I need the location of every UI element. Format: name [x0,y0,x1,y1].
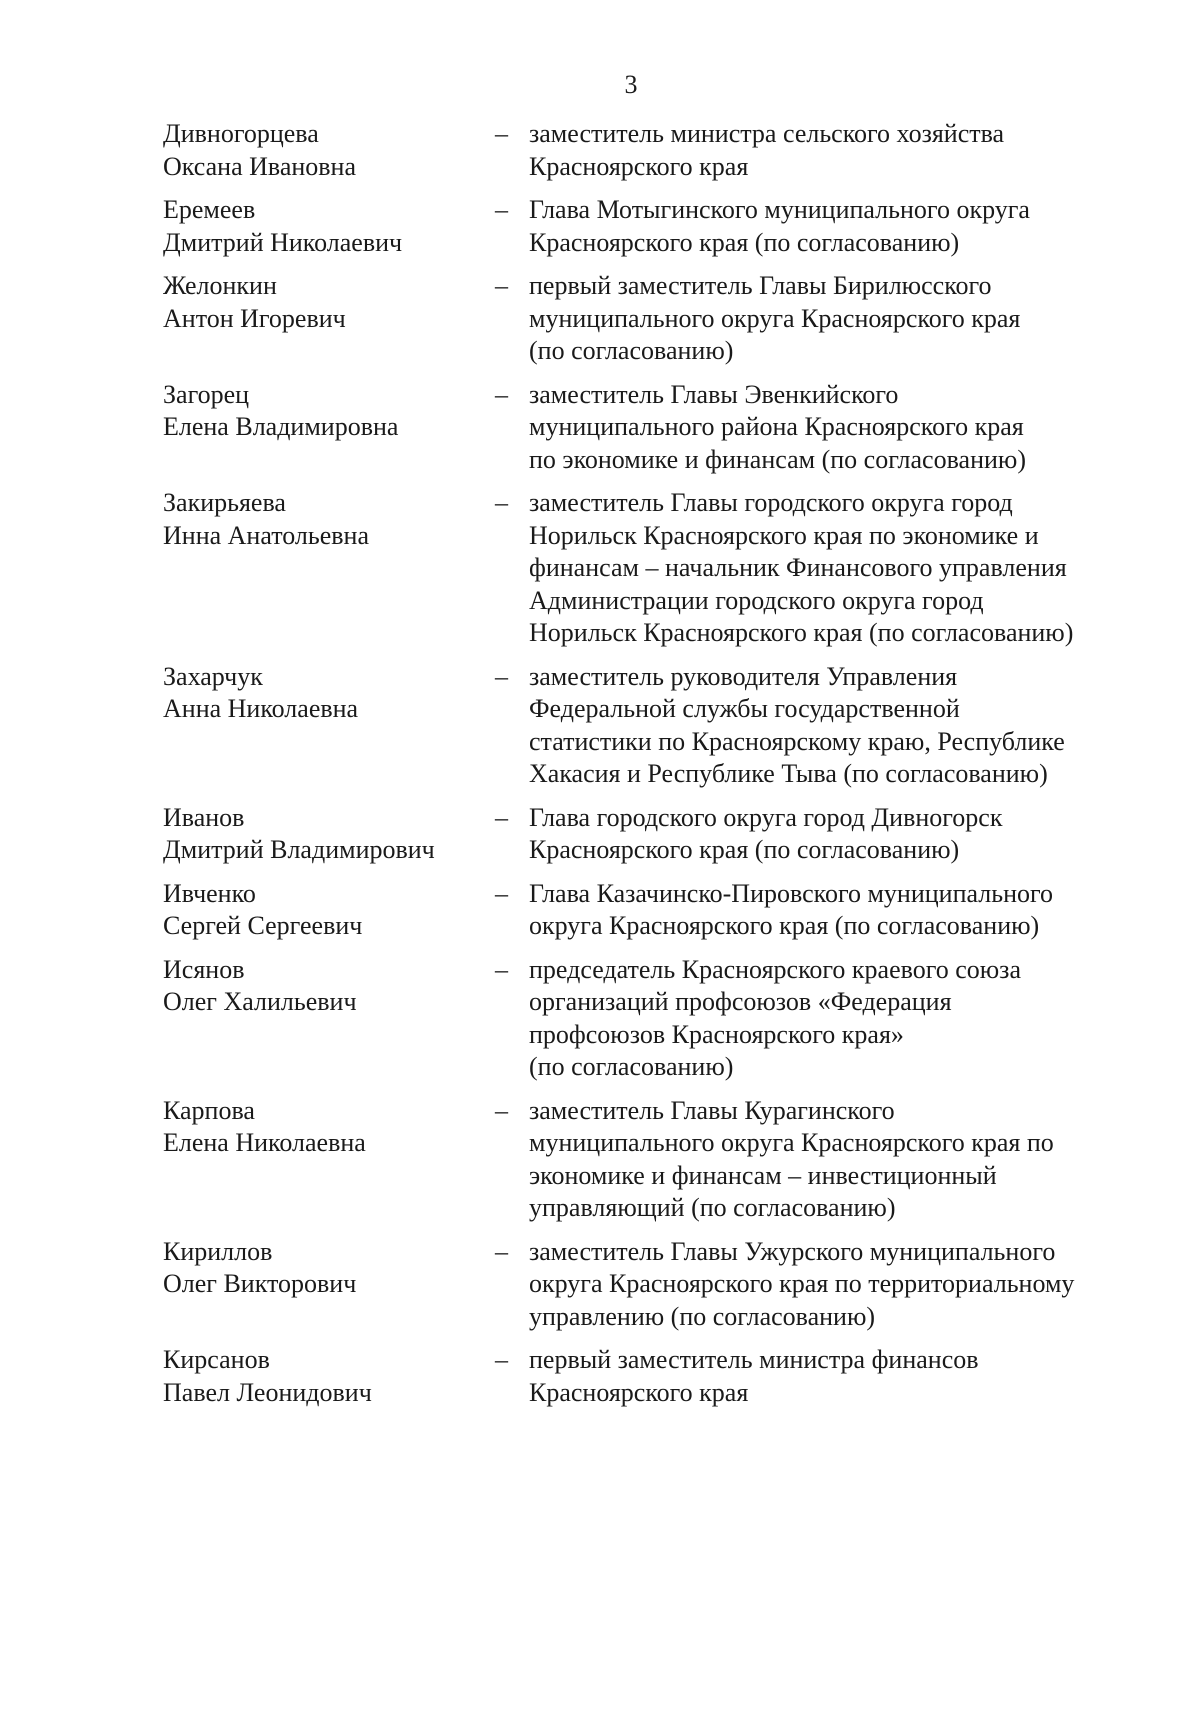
position-line: председатель Красноярского краевого союза [529,954,1021,984]
member-given-names: Анна Николаевна [163,694,359,723]
member-position [529,878,1143,943]
separator-dash: – [495,1095,508,1125]
member-entry [163,118,1143,183]
member-name [163,194,483,259]
member-name [163,878,483,943]
member-given-names: Олег Халильевич [163,987,357,1016]
member-name [163,487,483,552]
position-line: Глава городского округа город Дивногорск [529,802,1003,832]
separator-dash: – [495,661,508,691]
member-name [163,270,483,335]
position-line: Красноярского края (по согласованию) [529,227,960,257]
member-position [529,487,1143,650]
member-surname: Загорец [163,379,250,409]
member-surname: Захарчук [163,661,263,691]
member-entry [163,194,1143,259]
member-position [529,118,1143,183]
position-line: заместитель министра сельского хозяйства [529,119,1005,148]
member-surname: Еремеев [163,195,256,224]
member-position [529,270,1143,368]
member-given-names: Елена Николаевна [163,1128,366,1157]
member-given-names: Сергей Сергеевич [163,911,363,940]
member-surname: Ивченко [163,878,256,908]
member-entry [163,1236,1143,1334]
member-list [163,118,1143,1409]
position-line: Хакасия и Республике Тыва (по согласованию) [529,759,1048,788]
position-line: Норильск Красноярского края (по согласованию) [529,618,1074,647]
position-line: округа Красноярского края по территориальному [529,1269,1075,1298]
position-line: профсоюзов Красноярского края» [529,1019,904,1049]
position-line: муниципального округа Красноярского края по [529,1128,1054,1157]
position-line: финансам – начальник Финансового управления [529,553,1067,582]
member-surname: Кирсанов [163,1345,270,1374]
member-position [529,1344,1143,1409]
position-line: (по согласованию) [529,1052,734,1081]
position-line: муниципального округа Красноярского края [529,303,1021,333]
separator-dash: – [495,878,508,908]
member-given-names: Оксана Ивановна [163,151,357,181]
position-line: муниципального района Красноярского края [529,412,1024,441]
separator-dash: – [495,195,508,224]
member-entry [163,802,1143,867]
position-line: по экономике и финансам (по согласованию) [529,444,1026,474]
position-line: Глава Казачинско-Пировского муниципального [529,878,1054,908]
position-line: (по согласованию) [529,336,734,365]
position-line: организаций профсоюзов «Федерация [529,987,952,1016]
position-line: Федеральной службы государственной [529,694,960,723]
member-given-names: Павел Леонидович [163,1377,372,1407]
member-given-names: Дмитрий Владимирович [163,835,435,864]
separator-dash: – [495,271,508,300]
member-name [163,802,483,867]
member-surname: Кириллов [163,1236,273,1266]
member-position [529,1236,1143,1334]
member-name [163,118,483,183]
member-entry [163,1344,1143,1409]
member-entry [163,1095,1143,1225]
member-name [163,954,483,1019]
member-position [529,379,1143,477]
position-line: Глава Мотыгинского муниципального округа [529,195,1030,224]
position-line: первый заместитель Главы Бирилюсского [529,271,992,300]
position-line: экономике и финансам – инвестиционный [529,1160,997,1190]
position-line: статистики по Красноярскому краю, Республике [529,726,1065,756]
member-given-names: Дмитрий Николаевич [163,227,403,257]
position-line: заместитель руководителя Управления [529,661,958,691]
page-number: 3 [624,70,638,99]
position-line: округа Красноярского края (по согласованию) [529,911,1040,940]
position-line: Администрации городского округа город [529,585,984,615]
member-name [163,1236,483,1301]
position-line: управляющий (по согласованию) [529,1193,896,1222]
member-entry [163,487,1143,650]
separator-dash: – [495,1345,508,1374]
position-line: Норильск Красноярского края по экономике и [529,520,1039,550]
position-line: заместитель Главы Эвенкийского [529,379,899,409]
member-surname: Исянов [163,954,245,984]
member-surname: Дивногорцева [163,119,319,148]
member-surname: Иванов [163,802,245,832]
member-name [163,379,483,444]
position-line: Красноярского края [529,1377,749,1407]
member-name [163,661,483,726]
member-entry [163,661,1143,791]
position-line: первый заместитель министра финансов [529,1345,979,1374]
position-line: заместитель Главы Курагинского [529,1095,895,1125]
member-position [529,802,1143,867]
position-line: заместитель Главы городского округа город [529,488,1013,517]
member-entry [163,270,1143,368]
member-entry [163,878,1143,943]
member-surname: Закирьяева [163,488,286,517]
member-entry [163,379,1143,477]
separator-dash: – [495,379,508,409]
member-position [529,954,1143,1084]
member-given-names: Антон Игоревич [163,303,346,333]
separator-dash: – [495,1236,508,1266]
member-surname: Карпова [163,1095,255,1125]
member-position [529,661,1143,791]
separator-dash: – [495,954,508,984]
separator-dash: – [495,119,508,148]
member-entry [163,954,1143,1084]
member-given-names: Олег Викторович [163,1269,357,1298]
member-name [163,1344,483,1409]
position-line: Красноярского края (по согласованию) [529,835,960,864]
position-line: управлению (по согласованию) [529,1301,876,1331]
member-given-names: Елена Владимировна [163,412,399,441]
member-surname: Желонкин [163,271,277,300]
member-given-names: Инна Анатольевна [163,520,369,550]
member-position [529,194,1143,259]
member-position [529,1095,1143,1225]
separator-dash: – [495,488,508,517]
position-line: Красноярского края [529,151,749,181]
member-name [163,1095,483,1160]
position-line: заместитель Главы Ужурского муниципального [529,1236,1056,1266]
separator-dash: – [495,802,508,832]
